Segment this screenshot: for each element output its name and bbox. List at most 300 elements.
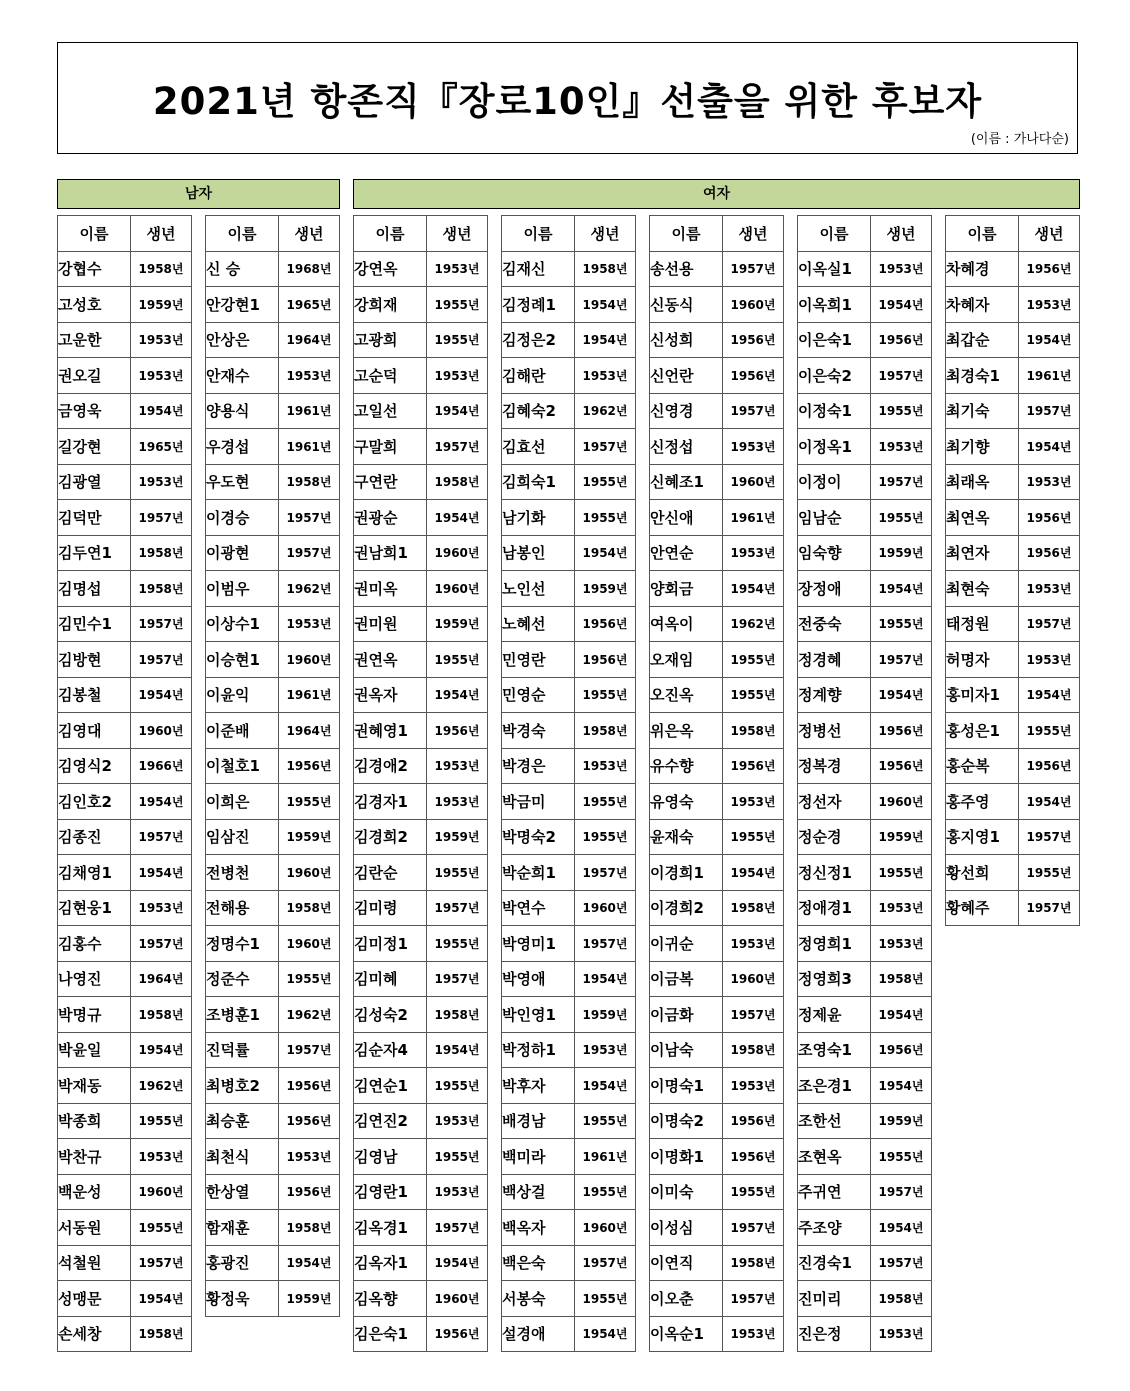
birth-year: 1957년 (575, 926, 636, 962)
birth-year: 1955년 (427, 1139, 488, 1175)
table-row (354, 784, 488, 820)
table-row (650, 464, 784, 500)
candidate-name: 권미원 (354, 606, 427, 642)
table-row (354, 287, 488, 323)
birth-year: 1956년 (1019, 500, 1080, 536)
birth-year: 1957년 (1019, 890, 1080, 926)
table-row (650, 855, 784, 891)
header-year: 생년 (871, 216, 932, 252)
birth-year: 1954년 (1019, 677, 1080, 713)
candidate-name: 김은숙1 (354, 1316, 427, 1352)
table-row (650, 535, 784, 571)
table-row (58, 1103, 192, 1139)
candidate-name: 고일선 (354, 393, 427, 429)
candidate-name: 김정은2 (502, 322, 575, 358)
birth-year: 1962년 (723, 606, 784, 642)
table-row (354, 1245, 488, 1281)
birth-year: 1956년 (1019, 251, 1080, 287)
candidate-name: 박종희 (58, 1103, 131, 1139)
table-row (206, 287, 340, 323)
candidate-name: 임남순 (798, 500, 871, 536)
candidate-name: 신정섭 (650, 429, 723, 465)
candidate-name: 김옥경1 (354, 1210, 427, 1246)
birth-year: 1961년 (279, 429, 340, 465)
table-row (206, 677, 340, 713)
birth-year: 1957년 (427, 890, 488, 926)
table-row (206, 1210, 340, 1246)
candidate-name: 이경희2 (650, 890, 723, 926)
table-row (58, 322, 192, 358)
candidate-name: 배경남 (502, 1103, 575, 1139)
birth-year: 1960년 (575, 1210, 636, 1246)
candidate-name: 최경숙1 (946, 358, 1019, 394)
candidate-name: 구연란 (354, 464, 427, 500)
candidate-name: 석철원 (58, 1245, 131, 1281)
birth-year: 1955년 (723, 819, 784, 855)
birth-year: 1956년 (427, 713, 488, 749)
table-header-row (354, 216, 488, 252)
table-row (354, 1174, 488, 1210)
candidate-name: 신영경 (650, 393, 723, 429)
table-row (354, 1316, 488, 1352)
candidate-name: 권미옥 (354, 571, 427, 607)
table-row (946, 784, 1080, 820)
candidate-name: 조병훈1 (206, 997, 279, 1033)
birth-year: 1955년 (131, 1210, 192, 1246)
table-row (946, 748, 1080, 784)
candidate-name: 조현옥 (798, 1139, 871, 1175)
candidate-name: 이성심 (650, 1210, 723, 1246)
candidate-name: 안신애 (650, 500, 723, 536)
birth-year: 1957년 (575, 855, 636, 891)
birth-year: 1964년 (279, 713, 340, 749)
birth-year: 1953년 (279, 606, 340, 642)
candidate-name: 박윤일 (58, 1032, 131, 1068)
table-row (206, 1068, 340, 1104)
candidate-name: 서동원 (58, 1210, 131, 1246)
birth-year: 1955년 (131, 1103, 192, 1139)
table-row (798, 748, 932, 784)
table-row (946, 464, 1080, 500)
table-header-row (206, 216, 340, 252)
table-row (206, 713, 340, 749)
candidate-name: 김명섭 (58, 571, 131, 607)
candidate-name: 최기향 (946, 429, 1019, 465)
table-row (798, 464, 932, 500)
candidate-name: 홍지영1 (946, 819, 1019, 855)
candidate-name: 홍성은1 (946, 713, 1019, 749)
birth-year: 1954년 (871, 677, 932, 713)
table-row (354, 1139, 488, 1175)
candidate-name: 이은숙2 (798, 358, 871, 394)
table-row (798, 1139, 932, 1175)
table-row (58, 890, 192, 926)
candidate-name: 조영숙1 (798, 1032, 871, 1068)
candidate-table-6 (797, 215, 932, 1352)
birth-year: 1957년 (427, 1210, 488, 1246)
birth-year: 1955년 (723, 677, 784, 713)
table-row (798, 571, 932, 607)
candidate-name: 안재수 (206, 358, 279, 394)
candidate-name: 백운성 (58, 1174, 131, 1210)
candidate-table-1 (57, 215, 192, 1352)
birth-year: 1958년 (723, 1032, 784, 1068)
birth-year: 1956년 (871, 748, 932, 784)
table-row (502, 642, 636, 678)
candidate-name: 이광현 (206, 535, 279, 571)
birth-year: 1954년 (871, 1210, 932, 1246)
birth-year: 1953년 (871, 251, 932, 287)
birth-year: 1958년 (279, 890, 340, 926)
birth-year: 1954년 (575, 535, 636, 571)
candidate-name: 홍순복 (946, 748, 1019, 784)
candidate-name: 고순덕 (354, 358, 427, 394)
candidate-name: 정신정1 (798, 855, 871, 891)
table-row (502, 500, 636, 536)
table-row (58, 358, 192, 394)
candidate-name: 황정욱 (206, 1281, 279, 1317)
sort-note: (이름 : 가나다순) (970, 132, 1069, 147)
birth-year: 1955년 (427, 1068, 488, 1104)
header-name: 이름 (206, 216, 279, 252)
candidate-name: 박영미1 (502, 926, 575, 962)
candidate-name: 권오길 (58, 358, 131, 394)
table-row (650, 748, 784, 784)
birth-year: 1954년 (1019, 429, 1080, 465)
birth-year: 1959년 (871, 1103, 932, 1139)
birth-year: 1956년 (575, 606, 636, 642)
table-row (58, 1210, 192, 1246)
birth-year: 1960년 (279, 926, 340, 962)
birth-year: 1959년 (427, 819, 488, 855)
candidate-name: 권남희1 (354, 535, 427, 571)
birth-year: 1957년 (1019, 606, 1080, 642)
birth-year: 1960년 (871, 784, 932, 820)
candidate-name: 신혜조1 (650, 464, 723, 500)
birth-year: 1955년 (427, 322, 488, 358)
candidate-name: 조한선 (798, 1103, 871, 1139)
table-row (502, 713, 636, 749)
candidate-name: 김영란1 (354, 1174, 427, 1210)
candidate-name: 양용식 (206, 393, 279, 429)
birth-year: 1957년 (131, 1245, 192, 1281)
candidate-name: 김순자4 (354, 1032, 427, 1068)
candidate-name: 이명숙2 (650, 1103, 723, 1139)
table-header-row (798, 216, 932, 252)
header-year: 생년 (723, 216, 784, 252)
birth-year: 1959년 (131, 287, 192, 323)
candidate-name: 이은숙1 (798, 322, 871, 358)
table-row (206, 1103, 340, 1139)
candidate-name: 진덕률 (206, 1032, 279, 1068)
table-row (650, 784, 784, 820)
table-row (946, 606, 1080, 642)
table-row (206, 500, 340, 536)
candidate-name: 이정이 (798, 464, 871, 500)
table-row (206, 251, 340, 287)
candidate-name: 오재임 (650, 642, 723, 678)
candidate-name: 권옥자 (354, 677, 427, 713)
header-name: 이름 (650, 216, 723, 252)
candidate-name: 나영진 (58, 961, 131, 997)
candidate-name: 이금화 (650, 997, 723, 1033)
candidate-name: 김란순 (354, 855, 427, 891)
table-row (946, 571, 1080, 607)
table-row (58, 926, 192, 962)
birth-year: 1953년 (871, 429, 932, 465)
candidate-name: 박순희1 (502, 855, 575, 891)
table-row (354, 713, 488, 749)
candidate-name: 차혜경 (946, 251, 1019, 287)
birth-year: 1960년 (279, 855, 340, 891)
birth-year: 1953년 (427, 251, 488, 287)
birth-year: 1955년 (575, 1174, 636, 1210)
table-row (946, 287, 1080, 323)
candidate-name: 신성희 (650, 322, 723, 358)
candidate-name: 이정옥1 (798, 429, 871, 465)
candidate-name: 전병천 (206, 855, 279, 891)
birth-year: 1957년 (279, 1032, 340, 1068)
birth-year: 1956년 (723, 322, 784, 358)
candidate-name: 김혜숙2 (502, 393, 575, 429)
birth-year: 1960년 (279, 642, 340, 678)
table-row (354, 748, 488, 784)
table-row (58, 784, 192, 820)
table-row (502, 890, 636, 926)
candidate-name: 김미정1 (354, 926, 427, 962)
birth-year: 1958년 (131, 1316, 192, 1352)
table-row (206, 642, 340, 678)
table-row (206, 784, 340, 820)
candidate-name: 홍광진 (206, 1245, 279, 1281)
table-row (650, 571, 784, 607)
birth-year: 1957년 (1019, 393, 1080, 429)
candidate-name: 민영순 (502, 677, 575, 713)
candidate-name: 안상은 (206, 322, 279, 358)
candidate-name: 이준배 (206, 713, 279, 749)
table-row (798, 1174, 932, 1210)
birth-year: 1957년 (131, 926, 192, 962)
birth-year: 1953년 (427, 1103, 488, 1139)
table-row (650, 1281, 784, 1317)
birth-year: 1957년 (131, 606, 192, 642)
candidate-name: 김경애2 (354, 748, 427, 784)
candidate-name: 조은경1 (798, 1068, 871, 1104)
table-row (798, 500, 932, 536)
table-row (354, 535, 488, 571)
candidate-name: 구말희 (354, 429, 427, 465)
birth-year: 1955년 (871, 500, 932, 536)
table-row (206, 997, 340, 1033)
table-row (650, 677, 784, 713)
candidate-table-4 (501, 215, 636, 1352)
birth-year: 1959년 (575, 997, 636, 1033)
table-row (58, 713, 192, 749)
table-row (354, 251, 488, 287)
birth-year: 1953년 (279, 358, 340, 394)
candidate-name: 장정애 (798, 571, 871, 607)
table-row (650, 819, 784, 855)
table-row (58, 997, 192, 1033)
candidate-name: 이미숙 (650, 1174, 723, 1210)
table-row (58, 677, 192, 713)
table-row (650, 322, 784, 358)
birth-year: 1955년 (723, 642, 784, 678)
table-row (798, 1316, 932, 1352)
birth-year: 1955년 (1019, 855, 1080, 891)
birth-year: 1955년 (575, 784, 636, 820)
table-row (502, 961, 636, 997)
birth-year: 1953년 (131, 890, 192, 926)
candidate-name: 김재신 (502, 251, 575, 287)
header-name: 이름 (946, 216, 1019, 252)
birth-year: 1953년 (723, 784, 784, 820)
birth-year: 1953년 (131, 1139, 192, 1175)
table-row (354, 1068, 488, 1104)
table-row (650, 926, 784, 962)
table-row (502, 819, 636, 855)
birth-year: 1961년 (723, 500, 784, 536)
birth-year: 1962년 (575, 393, 636, 429)
birth-year: 1955년 (723, 1174, 784, 1210)
birth-year: 1953년 (131, 358, 192, 394)
candidate-name: 최기숙 (946, 393, 1019, 429)
table-row (650, 358, 784, 394)
candidate-name: 김영남 (354, 1139, 427, 1175)
table-row (650, 1032, 784, 1068)
birth-year: 1957년 (427, 429, 488, 465)
birth-year: 1953년 (575, 358, 636, 394)
candidate-name: 최현숙 (946, 571, 1019, 607)
candidate-name: 이금복 (650, 961, 723, 997)
birth-year: 1953년 (1019, 287, 1080, 323)
birth-year: 1956년 (279, 1174, 340, 1210)
birth-year: 1958년 (427, 464, 488, 500)
birth-year: 1958년 (575, 251, 636, 287)
candidate-name: 김연진2 (354, 1103, 427, 1139)
table-row (58, 1245, 192, 1281)
table-row (502, 287, 636, 323)
birth-year: 1958년 (427, 997, 488, 1033)
candidate-name: 김채영1 (58, 855, 131, 891)
table-row (798, 784, 932, 820)
birth-year: 1957년 (723, 1210, 784, 1246)
candidate-name: 여옥이 (650, 606, 723, 642)
candidate-name: 황혜주 (946, 890, 1019, 926)
header-name: 이름 (354, 216, 427, 252)
candidate-name: 신동식 (650, 287, 723, 323)
candidate-name: 박영애 (502, 961, 575, 997)
candidate-name: 김경자1 (354, 784, 427, 820)
table-row (650, 1174, 784, 1210)
birth-year: 1953년 (1019, 571, 1080, 607)
table-row (354, 961, 488, 997)
birth-year: 1956년 (723, 748, 784, 784)
birth-year: 1956년 (723, 1139, 784, 1175)
candidate-name: 이윤익 (206, 677, 279, 713)
birth-year: 1956년 (1019, 748, 1080, 784)
birth-year: 1954년 (723, 855, 784, 891)
birth-year: 1957년 (723, 393, 784, 429)
table-row (354, 997, 488, 1033)
birth-year: 1957년 (723, 251, 784, 287)
table-row (58, 429, 192, 465)
birth-year: 1957년 (871, 1174, 932, 1210)
birth-year: 1960년 (427, 571, 488, 607)
birth-year: 1956년 (871, 322, 932, 358)
candidate-name: 홍주영 (946, 784, 1019, 820)
birth-year: 1954년 (575, 1068, 636, 1104)
birth-year: 1957년 (1019, 819, 1080, 855)
candidate-name: 김성숙2 (354, 997, 427, 1033)
birth-year: 1956년 (575, 642, 636, 678)
table-header-row (58, 216, 192, 252)
candidate-name: 설경애 (502, 1316, 575, 1352)
table-row (798, 855, 932, 891)
candidate-name: 박재동 (58, 1068, 131, 1104)
birth-year: 1959년 (575, 571, 636, 607)
candidate-name: 백은숙 (502, 1245, 575, 1281)
candidate-name: 최연자 (946, 535, 1019, 571)
table-row (946, 358, 1080, 394)
birth-year: 1957년 (279, 535, 340, 571)
candidate-name: 진경숙1 (798, 1245, 871, 1281)
birth-year: 1960년 (131, 1174, 192, 1210)
section-header-female: 여자 (353, 179, 1080, 209)
birth-year: 1953년 (575, 1032, 636, 1068)
candidate-name: 김옥자1 (354, 1245, 427, 1281)
candidate-name: 김덕만 (58, 500, 131, 536)
candidate-name: 최천식 (206, 1139, 279, 1175)
birth-year: 1954년 (131, 393, 192, 429)
candidate-name: 박후자 (502, 1068, 575, 1104)
table-row (650, 1103, 784, 1139)
candidate-name: 최연옥 (946, 500, 1019, 536)
header-year: 생년 (427, 216, 488, 252)
table-row (798, 819, 932, 855)
candidate-name: 권광순 (354, 500, 427, 536)
candidate-name: 백미라 (502, 1139, 575, 1175)
birth-year: 1960년 (723, 464, 784, 500)
candidate-name: 전해용 (206, 890, 279, 926)
birth-year: 1956년 (723, 1103, 784, 1139)
table-row (502, 1174, 636, 1210)
table-row (502, 571, 636, 607)
title-box (57, 42, 1078, 154)
page-title: 2021년 항존직『장로10인』선출을 위한 후보자 (152, 80, 983, 123)
birth-year: 1953년 (723, 429, 784, 465)
table-row (206, 393, 340, 429)
candidate-name: 고성호 (58, 287, 131, 323)
table-row (798, 926, 932, 962)
candidate-name: 주귀연 (798, 1174, 871, 1210)
header-name: 이름 (798, 216, 871, 252)
birth-year: 1953년 (131, 322, 192, 358)
table-row (502, 997, 636, 1033)
table-row (502, 606, 636, 642)
table-row (650, 251, 784, 287)
table-row (946, 251, 1080, 287)
header-year: 생년 (575, 216, 636, 252)
table-row (58, 819, 192, 855)
table-row (58, 961, 192, 997)
table-row (502, 393, 636, 429)
birth-year: 1957년 (723, 997, 784, 1033)
candidate-name: 이철호1 (206, 748, 279, 784)
candidate-name: 정경혜 (798, 642, 871, 678)
birth-year: 1964년 (131, 961, 192, 997)
table-row (502, 926, 636, 962)
